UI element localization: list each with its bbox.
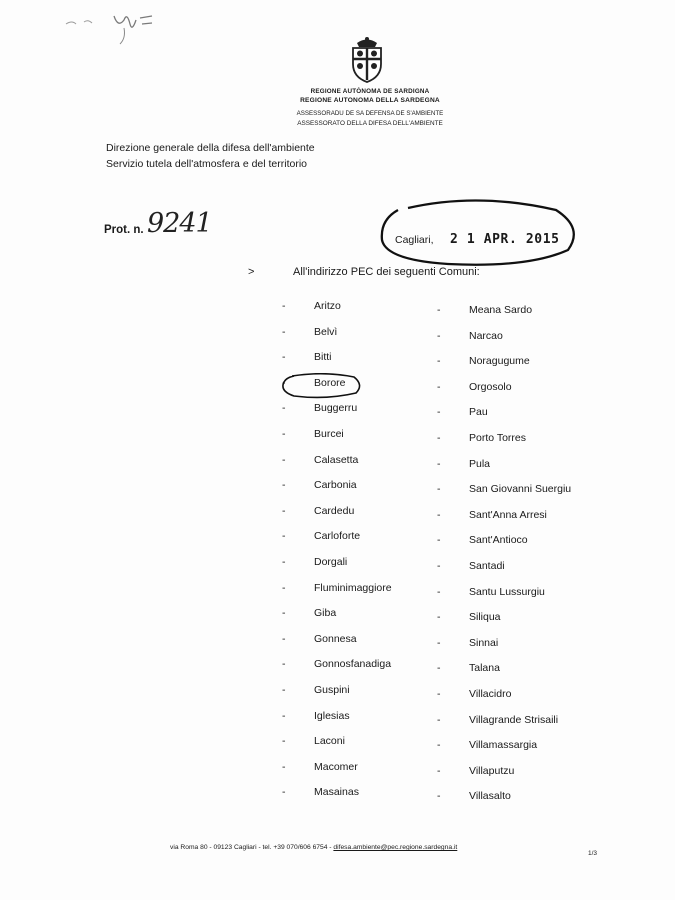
municipality-item — [437, 355, 571, 381]
list-dash: - — [282, 427, 286, 440]
municipality-name: Pula — [469, 457, 491, 470]
list-dash: - — [437, 355, 441, 368]
header-department-sardinian: ASSESSORADU DE SA DEFENSA DE S'AMBIENTE — [296, 110, 444, 117]
municipality-item — [282, 607, 392, 633]
municipality-item — [282, 658, 392, 684]
municipality-name: Gonnosfanadiga — [314, 658, 392, 671]
list-dash: - — [437, 534, 441, 547]
municipality-name: Villasalto — [469, 790, 511, 803]
hand-drawn-circle — [280, 373, 364, 399]
municipality-item — [282, 326, 392, 352]
list-dash: - — [282, 607, 286, 620]
list-dash: - — [437, 380, 441, 393]
list-dash: - — [282, 555, 286, 568]
municipality-item — [282, 454, 392, 480]
list-dash: - — [282, 453, 286, 466]
municipality-name: Porto Torres — [469, 431, 526, 444]
municipality-item — [282, 530, 392, 556]
municipality-list-right — [437, 304, 571, 816]
list-dash: - — [282, 376, 286, 389]
municipality-item — [437, 330, 571, 356]
page-number: 1/3 — [588, 850, 598, 857]
list-dash: - — [282, 325, 286, 338]
municipality-item — [437, 458, 571, 484]
municipality-name: Giba — [314, 607, 337, 620]
list-dash: - — [282, 658, 286, 671]
date-stamp: 2 1 APR. 2015 — [450, 232, 560, 247]
municipality-name: Cardedu — [314, 504, 355, 517]
footer-email-link[interactable]: difesa.ambiente@pec.regione.sardegna.it — [333, 844, 458, 851]
handwritten-scribble — [62, 6, 172, 52]
municipality-item — [437, 381, 571, 407]
recipient-marker: > — [248, 266, 255, 278]
municipality-item — [437, 611, 571, 637]
municipality-name: Masainas — [314, 786, 359, 799]
municipality-name: Borore — [314, 376, 346, 389]
municipality-item — [282, 402, 392, 428]
municipality-item — [282, 710, 392, 736]
recipients-intro: All'indirizzo PEC dei seguenti Comuni: — [293, 266, 480, 278]
municipality-name: Sinnai — [469, 636, 499, 649]
list-dash: - — [437, 559, 441, 572]
list-dash: - — [437, 329, 441, 342]
header-region-italian: REGIONE AUTONOMA DELLA SARDEGNA — [300, 97, 440, 104]
municipality-name: Talana — [469, 662, 500, 675]
municipality-item — [437, 739, 571, 765]
footer-address — [170, 844, 457, 851]
municipality-name: Orgosolo — [469, 380, 512, 393]
municipality-name: Burcei — [314, 427, 344, 440]
municipality-name: Bitti — [314, 351, 332, 364]
list-dash: - — [437, 457, 441, 470]
municipality-name: Narcao — [469, 329, 503, 342]
municipality-item — [437, 483, 571, 509]
municipality-name: Belvì — [314, 325, 338, 338]
list-dash: - — [437, 585, 441, 598]
municipality-name: Pau — [469, 406, 488, 419]
municipality-item — [282, 505, 392, 531]
municipality-item — [437, 432, 571, 458]
municipality-item — [282, 300, 392, 326]
municipality-item — [437, 406, 571, 432]
municipality-item — [282, 479, 392, 505]
list-dash: - — [437, 687, 441, 700]
list-dash: - — [437, 483, 441, 496]
municipality-item — [437, 790, 571, 816]
municipality-item — [282, 684, 392, 710]
municipality-name: Carbonia — [314, 479, 357, 492]
municipality-name: Noragugume — [469, 355, 530, 368]
list-dash: - — [437, 431, 441, 444]
list-dash: - — [437, 304, 441, 316]
municipality-item — [437, 509, 571, 535]
list-dash: - — [437, 713, 441, 726]
municipality-name: Villaputzu — [469, 764, 515, 777]
list-dash: - — [282, 786, 286, 799]
municipality-item — [437, 688, 571, 714]
municipality-name: Sant'Antioco — [469, 534, 528, 547]
municipality-item — [282, 735, 392, 761]
municipality-name: Villamassargia — [469, 739, 538, 752]
list-dash: - — [282, 402, 286, 415]
municipality-name: Calasetta — [314, 453, 359, 466]
municipality-name: Buggerru — [314, 402, 358, 415]
municipality-name: Laconi — [314, 735, 345, 748]
municipality-item — [437, 534, 571, 560]
municipality-item — [437, 586, 571, 612]
header-region-sardinian: REGIONE AUTÒNOMA DE SARDIGNA — [310, 88, 430, 95]
service-name: Servizio tutela dell'atmosfera e del territorio — [106, 158, 308, 170]
protocol-label: Prot. n. — [104, 224, 144, 236]
municipality-name: Macomer — [314, 760, 358, 773]
list-dash: - — [282, 683, 286, 696]
municipality-name: Aritzo — [314, 300, 341, 312]
municipality-name: Siliqua — [469, 611, 501, 624]
list-dash: - — [437, 764, 441, 777]
municipality-name: Santu Lussurgiu — [469, 585, 545, 598]
municipality-name: Villacidro — [469, 687, 512, 700]
municipality-item — [282, 428, 392, 454]
municipality-item — [282, 786, 392, 812]
list-dash: - — [437, 739, 441, 752]
municipality-item — [437, 662, 571, 688]
footer-address-text: via Roma 80 - 09123 Cagliari - tel. +39 070/606 6754 - — [170, 844, 332, 851]
protocol-number-handwritten: 9241 — [147, 208, 212, 239]
place-name: Cagliari, — [395, 234, 434, 246]
municipality-name: Santadi — [469, 559, 505, 572]
list-dash: - — [437, 406, 441, 419]
list-dash: - — [282, 351, 286, 364]
list-dash: - — [437, 611, 441, 624]
municipality-item — [437, 304, 571, 330]
list-dash: - — [282, 504, 286, 517]
header-department-italian: ASSESSORATO DELLA DIFESA DELL'AMBIENTE — [297, 120, 443, 127]
municipality-name: Fluminimaggiore — [314, 581, 392, 594]
municipality-name: Iglesias — [314, 709, 350, 722]
municipality-item — [282, 556, 392, 582]
list-dash: - — [437, 790, 441, 803]
list-dash: - — [282, 632, 286, 645]
municipality-name: Sant'Anna Arresi — [469, 508, 547, 521]
municipality-item — [437, 765, 571, 791]
municipality-item — [282, 582, 392, 608]
list-dash: - — [282, 300, 286, 312]
municipality-name: Guspini — [314, 683, 350, 696]
list-dash: - — [437, 636, 441, 649]
municipality-item — [437, 637, 571, 663]
municipality-name: San Giovanni Suergiu — [469, 483, 572, 496]
list-dash: - — [437, 662, 441, 675]
municipality-name: Meana Sardo — [469, 304, 533, 316]
list-dash: - — [282, 581, 286, 594]
municipality-name: Villagrande Strisaili — [469, 713, 559, 726]
municipality-item — [282, 761, 392, 787]
municipality-name: Carloforte — [314, 530, 361, 543]
region-coat-of-arms-icon — [346, 34, 388, 84]
list-dash: - — [282, 735, 286, 748]
municipality-name: Dorgali — [314, 555, 348, 568]
list-dash: - — [282, 760, 286, 773]
directorate-name: Direzione generale della difesa dell'ambiente — [106, 142, 315, 154]
list-dash: - — [282, 709, 286, 722]
list-dash: - — [282, 479, 286, 492]
municipality-item — [437, 560, 571, 586]
municipality-item — [437, 714, 571, 740]
list-dash: - — [282, 530, 286, 543]
municipality-name: Gonnesa — [314, 632, 357, 645]
list-dash: - — [437, 508, 441, 521]
municipality-item — [282, 633, 392, 659]
